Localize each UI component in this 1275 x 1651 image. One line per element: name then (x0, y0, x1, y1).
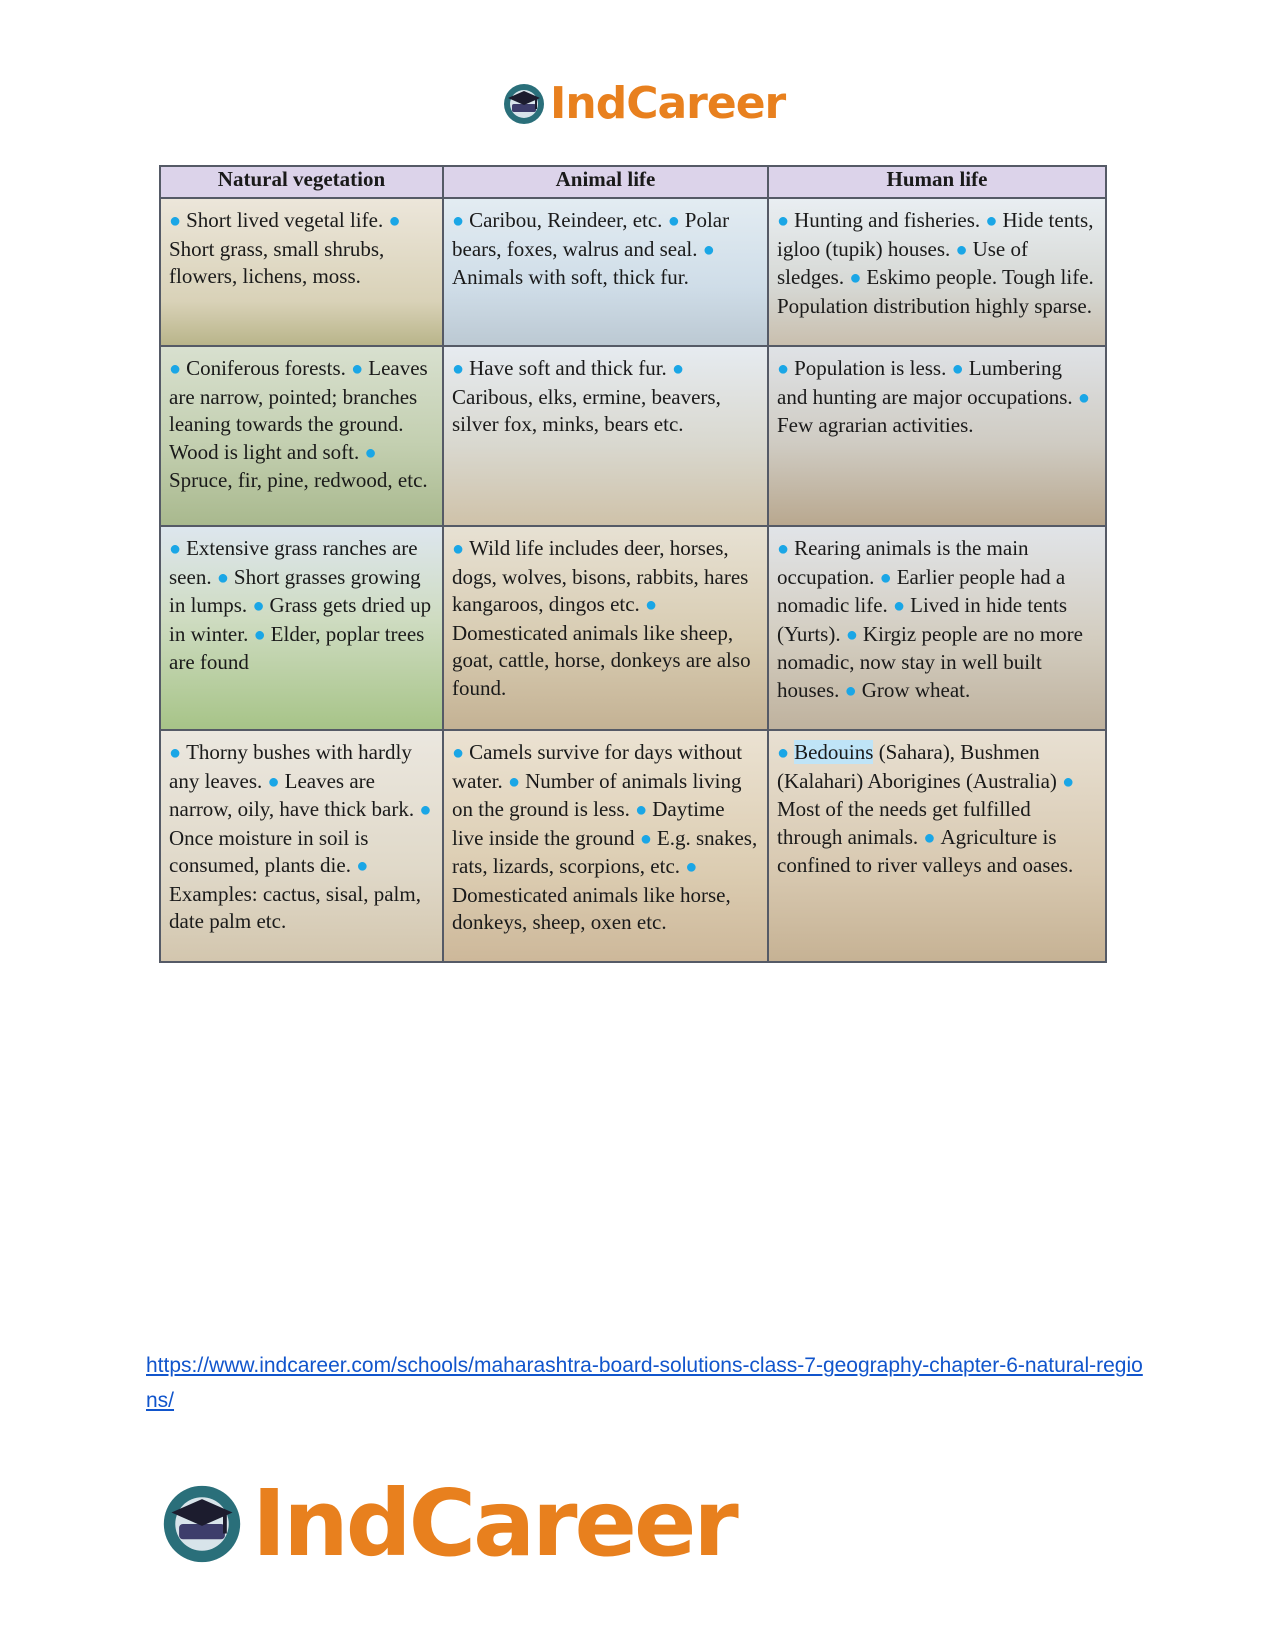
natural-regions-table (159, 165, 1107, 963)
bullet-icon: ● (452, 538, 470, 560)
bullet-icon: ● (356, 855, 369, 877)
bullet-text: Hunting and fisheries. (794, 208, 981, 232)
bullet-icon: ● (777, 742, 795, 764)
header-logo (502, 78, 785, 129)
bullet-icon: ● (985, 210, 1003, 232)
table-row-tundra (160, 198, 1106, 346)
bullet-icon: ● (635, 799, 653, 821)
cell-vegetation (160, 346, 443, 526)
bullet-text: Grow wheat. (861, 677, 971, 702)
bullet-icon: ● (452, 210, 470, 232)
source-url-link[interactable]: https://www.indcareer.com/schools/maharashtra-board-solutions-class-7-geography-chapter-6-natural-regions/ (146, 1354, 1143, 1412)
bullet-text: Grass gets dried up in winter. (169, 593, 432, 646)
bullet-text: Once moisture in soil is consumed, plants die. (169, 825, 369, 877)
bullet-text: Agriculture is confined to river valleys and oases. (777, 824, 1074, 877)
table-row-desert (160, 730, 1106, 962)
cell-human (768, 526, 1106, 730)
bullet-text: Short grass, small shrubs, flowers, lichens, moss. (169, 236, 385, 288)
cell-vegetation (160, 198, 443, 346)
column-header-animal: Animal life (443, 166, 768, 198)
bullet-text: (Sahara), Bushmen (Kalahari) Aborigines (Australia) (777, 740, 1057, 793)
cell-human (768, 346, 1106, 526)
bullet-text: Elder, poplar trees are found (169, 621, 425, 674)
bullet-icon: ● (849, 267, 867, 289)
logo-wordmark: IndCareer (252, 1470, 736, 1577)
bullet-text: Caribous, elks, ermine, beavers, silver fox, minks, bears etc. (452, 384, 721, 436)
bullet-text: Short grasses growing in lumps. (169, 564, 421, 617)
bullet-icon: ● (685, 856, 698, 878)
bullet-text: Have soft and thick fur. (469, 356, 667, 380)
cell-animal (443, 198, 768, 346)
bullet-text: Eskimo people. Tough life. Population distribution highly sparse. (777, 265, 1094, 318)
bullet-text: Lumbering and hunting are major occupations. (777, 356, 1073, 409)
table-header-row (160, 166, 1106, 198)
bullet-text: Daytime live inside the ground (452, 797, 725, 850)
bullet-text: Rearing animals is the main occupation. (777, 536, 1029, 589)
bullet-icon: ● (702, 238, 715, 261)
bullet-icon: ● (645, 594, 658, 616)
column-header-vegetation: Natural vegetation (160, 166, 443, 198)
bullet-icon: ● (1077, 386, 1091, 409)
bullet-text: Polar bears, foxes, walrus and seal. (452, 208, 730, 261)
logo-wordmark: IndCareer (550, 78, 786, 129)
bullet-text: Thorny bushes with hardly any leaves. (169, 740, 412, 793)
bullet-icon: ● (507, 770, 526, 793)
bullet-icon: ● (169, 210, 187, 232)
bullet-text: Caribou, Reindeer, etc. (469, 208, 663, 232)
bullet-icon: ● (169, 538, 187, 560)
cell-animal (443, 526, 768, 730)
bullet-text: Camels survive for days without water. (452, 740, 743, 793)
bullet-text: Domesticated animals like sheep, goat, cattle, horse, donkeys are also found. (452, 620, 751, 700)
bullet-icon: ● (419, 799, 432, 821)
table-row-taiga (160, 346, 1106, 526)
bullet-text: Extensive grass ranches are seen. (169, 536, 418, 589)
cell-human (768, 198, 1106, 346)
bullet-icon: ● (777, 538, 795, 560)
bullet-text: Short lived vegetal life. (186, 208, 384, 232)
cell-human (768, 730, 1106, 962)
cell-vegetation (160, 526, 443, 730)
bullet-icon: ● (452, 358, 470, 380)
bullet-icon: ● (893, 595, 911, 617)
bullet-text: Lived in hide tents (Yurts). (777, 593, 1068, 646)
bullet-text: Few agrarian activities. (777, 413, 974, 437)
bullet-icon: ● (844, 679, 862, 702)
table-row-grassland (160, 526, 1106, 730)
bullet-text: Hide tents, igloo (tupik) houses. (777, 208, 1094, 261)
column-header-human: Human life (768, 166, 1106, 198)
bullet-icon: ● (672, 358, 685, 380)
bullet-text: Population is less. (794, 356, 947, 380)
bullet-icon: ● (364, 441, 377, 464)
bullet-text: Bedouins (794, 740, 874, 764)
graduation-cap-book-icon (502, 82, 546, 126)
footer-logo (160, 1470, 736, 1577)
bullet-text: Coniferous forests. (186, 356, 346, 380)
graduation-cap-book-icon (160, 1482, 244, 1566)
bullet-icon: ● (169, 358, 187, 380)
bullet-text: Earlier people had a nomadic life. (777, 564, 1066, 617)
bullet-icon: ● (252, 595, 270, 617)
bullet-text: Animals with soft, thick fur. (452, 265, 689, 289)
bullet-text: Leaves are narrow, oily, have thick bark. (169, 768, 415, 821)
bullet-icon: ● (951, 358, 969, 380)
bullet-icon: ● (667, 210, 685, 232)
bullet-icon: ● (452, 742, 470, 764)
bullet-icon: ● (845, 623, 863, 646)
bullet-icon: ● (879, 566, 897, 589)
bullet-text: E.g. snakes, rats, lizards, scorpions, etc. (452, 825, 758, 878)
bullet-icon: ● (267, 770, 285, 793)
bullet-icon: ● (351, 358, 369, 380)
bullet-text: Number of animals living on the ground is less. (452, 768, 742, 821)
bullet-icon: ● (955, 238, 973, 261)
bullet-icon: ● (923, 826, 941, 849)
bullet-text: Domesticated animals like horse, donkeys, sheep, oxen etc. (452, 882, 731, 934)
bullet-icon: ● (169, 742, 187, 764)
cell-animal (443, 730, 768, 962)
bullet-text: Examples: cactus, sisal, palm, date palm etc. (169, 881, 421, 933)
bullet-icon: ● (1062, 770, 1075, 793)
bullet-icon: ● (253, 623, 271, 646)
bullet-text: Leaves are narrow, pointed; branches leaning towards the ground. Wood is light and soft. (169, 356, 428, 464)
cell-animal (443, 346, 768, 526)
bullet-icon: ● (639, 827, 657, 850)
bullet-icon: ● (777, 210, 795, 232)
bullet-icon: ● (777, 358, 795, 380)
cell-vegetation (160, 730, 443, 962)
bullet-text: Wild life includes deer, horses, dogs, wolves, bisons, rabbits, hares kangaroos, dingos etc. (452, 536, 749, 616)
bullet-icon: ● (216, 566, 234, 589)
bullet-text: Most of the needs get fulfilled through animals. (777, 797, 1031, 849)
bullet-text: Spruce, fir, pine, redwood, etc. (169, 468, 428, 492)
bullet-text: Kirgiz people are no more nomadic, now stay in well built houses. (777, 621, 1083, 702)
bullet-text: Use of sledges. (777, 236, 1028, 289)
bullet-icon: ● (388, 210, 401, 232)
